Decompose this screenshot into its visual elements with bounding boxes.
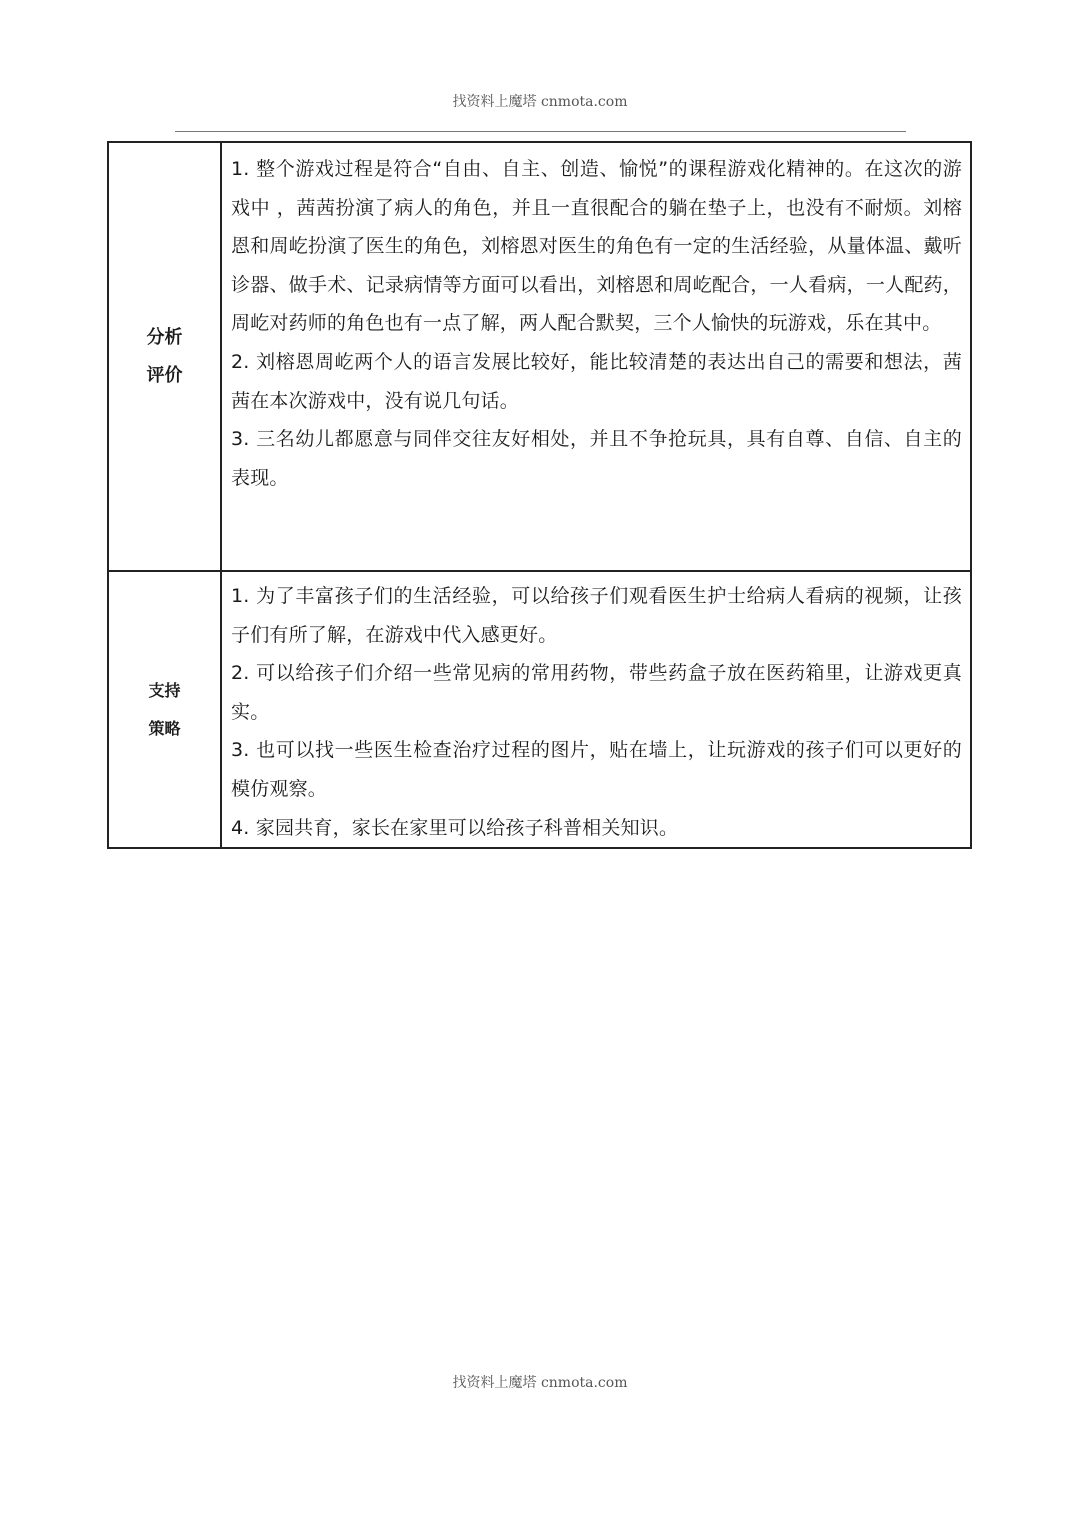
analysis-label-line2: 评价 (146, 364, 183, 386)
analysis-paragraph: 2. 刘榕恩周屹两个人的语言发展比较好，能比较清楚的表达出自己的需要和想法，茜茜在本次游戏中，没有说几句话。 (231, 350, 962, 412)
strategy-paragraph: 2. 可以给孩子们介绍一些常见病的常用药物，带些药盒子放在医药箱里，让游戏更真实。 (231, 662, 962, 723)
strategy-label-cell (108, 571, 221, 848)
analysis-label-line1: 分析 (146, 326, 183, 348)
table-row-analysis (108, 142, 971, 571)
page-header: 找资料上魔塔 cnmota.com (452, 94, 628, 110)
analysis-label-cell (108, 142, 221, 571)
strategy-paragraph: 1. 为了丰富孩子们的生活经验，可以给孩子们观看医生护士给病人看病的视频，让孩子们有所了解，在游戏中代入感更好。 (231, 585, 962, 646)
analysis-content-cell (221, 142, 971, 571)
analysis-paragraph: 1. 整个游戏过程是符合“自由、自主、创造、愉悦”的课程游戏化精神的。在这次的游戏中 ，茜茜扮演了病人的角色，并且一直很配合的躺在垫子上，也没有不耐烦。刘榕恩和周屹扮演了医生的角色，刘榕恩对医生的角色有一定的生活经验，从量体温、戴听诊器、做手术、记录病情等方面可以看出，刘榕恩和周屹配合，一人看病，一人配药，周屹对药师的角色也有一点了解，两人配合默契，三个人愉快的玩游戏，乐在其中。 (231, 158, 962, 335)
header-divider (175, 131, 906, 132)
strategy-content-cell (221, 571, 971, 848)
strategy-paragraph: 4. 家园共育，家长在家里可以给孩子科普相关知识。 (231, 816, 679, 839)
page-footer: 找资料上魔塔 cnmota.com (452, 1375, 628, 1391)
analysis-paragraph: 3. 三名幼儿都愿意与同伴交往友好相处，并且不争抢玩具，具有自尊、自信、自主的表现。 (231, 428, 962, 489)
evaluation-table (107, 141, 972, 849)
strategy-paragraph: 3. 也可以找一些医生检查治疗过程的图片，贴在墙上，让玩游戏的孩子们可以更好的模仿观察。 (231, 739, 962, 800)
strategy-label-line2: 策略 (148, 718, 181, 738)
strategy-label-line1: 支持 (148, 680, 181, 700)
table-row-strategy (108, 571, 971, 848)
